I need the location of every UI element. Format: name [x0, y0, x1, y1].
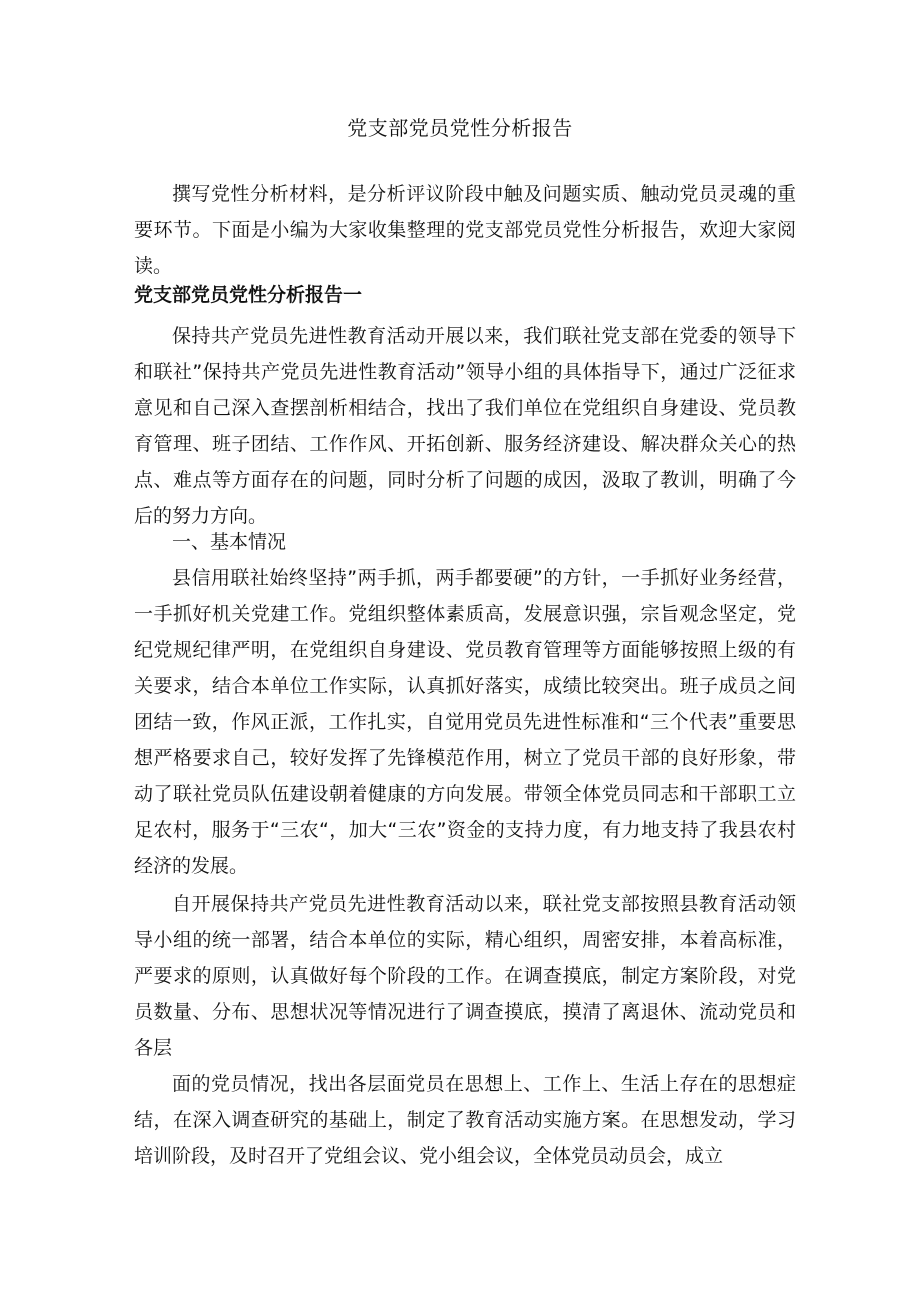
body-paragraph-4: 面的党员情况，找出各层面党员在思想上、工作上、生活上存在的思想症结，在深入调查研究的基础上，制定了教育活动实施方案。在思想发动，学习培训阶段，及时召开了党组会议、党小组会议，全体党员动员会，成立	[134, 1073, 796, 1167]
document-title: 党支部党员党性分析报告	[347, 116, 573, 140]
body-paragraph-2: 县信用联社始终坚持”两手抓，两手都要硬”的方针，一手抓好业务经营，一手抓好机关党建工作。党组织整体素质高，发展意识强，宗旨观念坚定，党纪党规纪律严明，在党组织自身建设、党员教育管理等方面能够按照上级的有关要求，结合本单位工作实际，认真抓好落实，成绩比较突出。班子成员之间团结一致，作风正派，工作扎实，自觉用党员先进性标准和“三个代表”重要思想严格要求自己，较好发挥了先锋模范作用，树立了党员干部的良好形象，带动了联社党员队伍建设朝着健康的方向发展。带领全体党员同志和干部职工立足农村，服务于“三农“，加大“三农”资金的支持力度，有力地支持了我县农村经济的发展。	[134, 567, 796, 877]
section-heading: 党支部党员党性分析报告一	[134, 284, 363, 306]
body-paragraph-1: 保持共产党员先进性教育活动开展以来，我们联社党支部在党委的领导下和联社”保持共产党员先进性教育活动”领导小组的具体指导下，通过广泛征求意见和自己深入查摆剖析相结合，找出了我们单位在党组织自身建设、党员教育管理、班子团结、工作作风、开拓创新、服务经济建设、解决群众关心的热点、难点等方面存在的问题，同时分析了问题的成因，汲取了教训，明确了今后的努力方向。	[134, 325, 796, 527]
body-paragraph-3: 自开展保持共产党员先进性教育活动以来，联社党支部按照县教育活动领导小组的统一部署，结合本单位的实际，精心组织，周密安排，本着高标准，严要求的原则，认真做好每个阶段的工作。在调查摸底，制定方案阶段，对党员数量、分布、思想状况等情况进行了调查摸底，摸清了离退休、流动党员和各层	[134, 893, 796, 1059]
intro-paragraph: 撰写党性分析材料，是分析评议阶段中触及问题实质、触动党员灵魂的重要环节。下面是小编为大家收集整理的党支部党员党性分析报告，欢迎大家阅读。	[134, 183, 796, 277]
subheading-basic-situation: 一、基本情况	[172, 531, 287, 553]
